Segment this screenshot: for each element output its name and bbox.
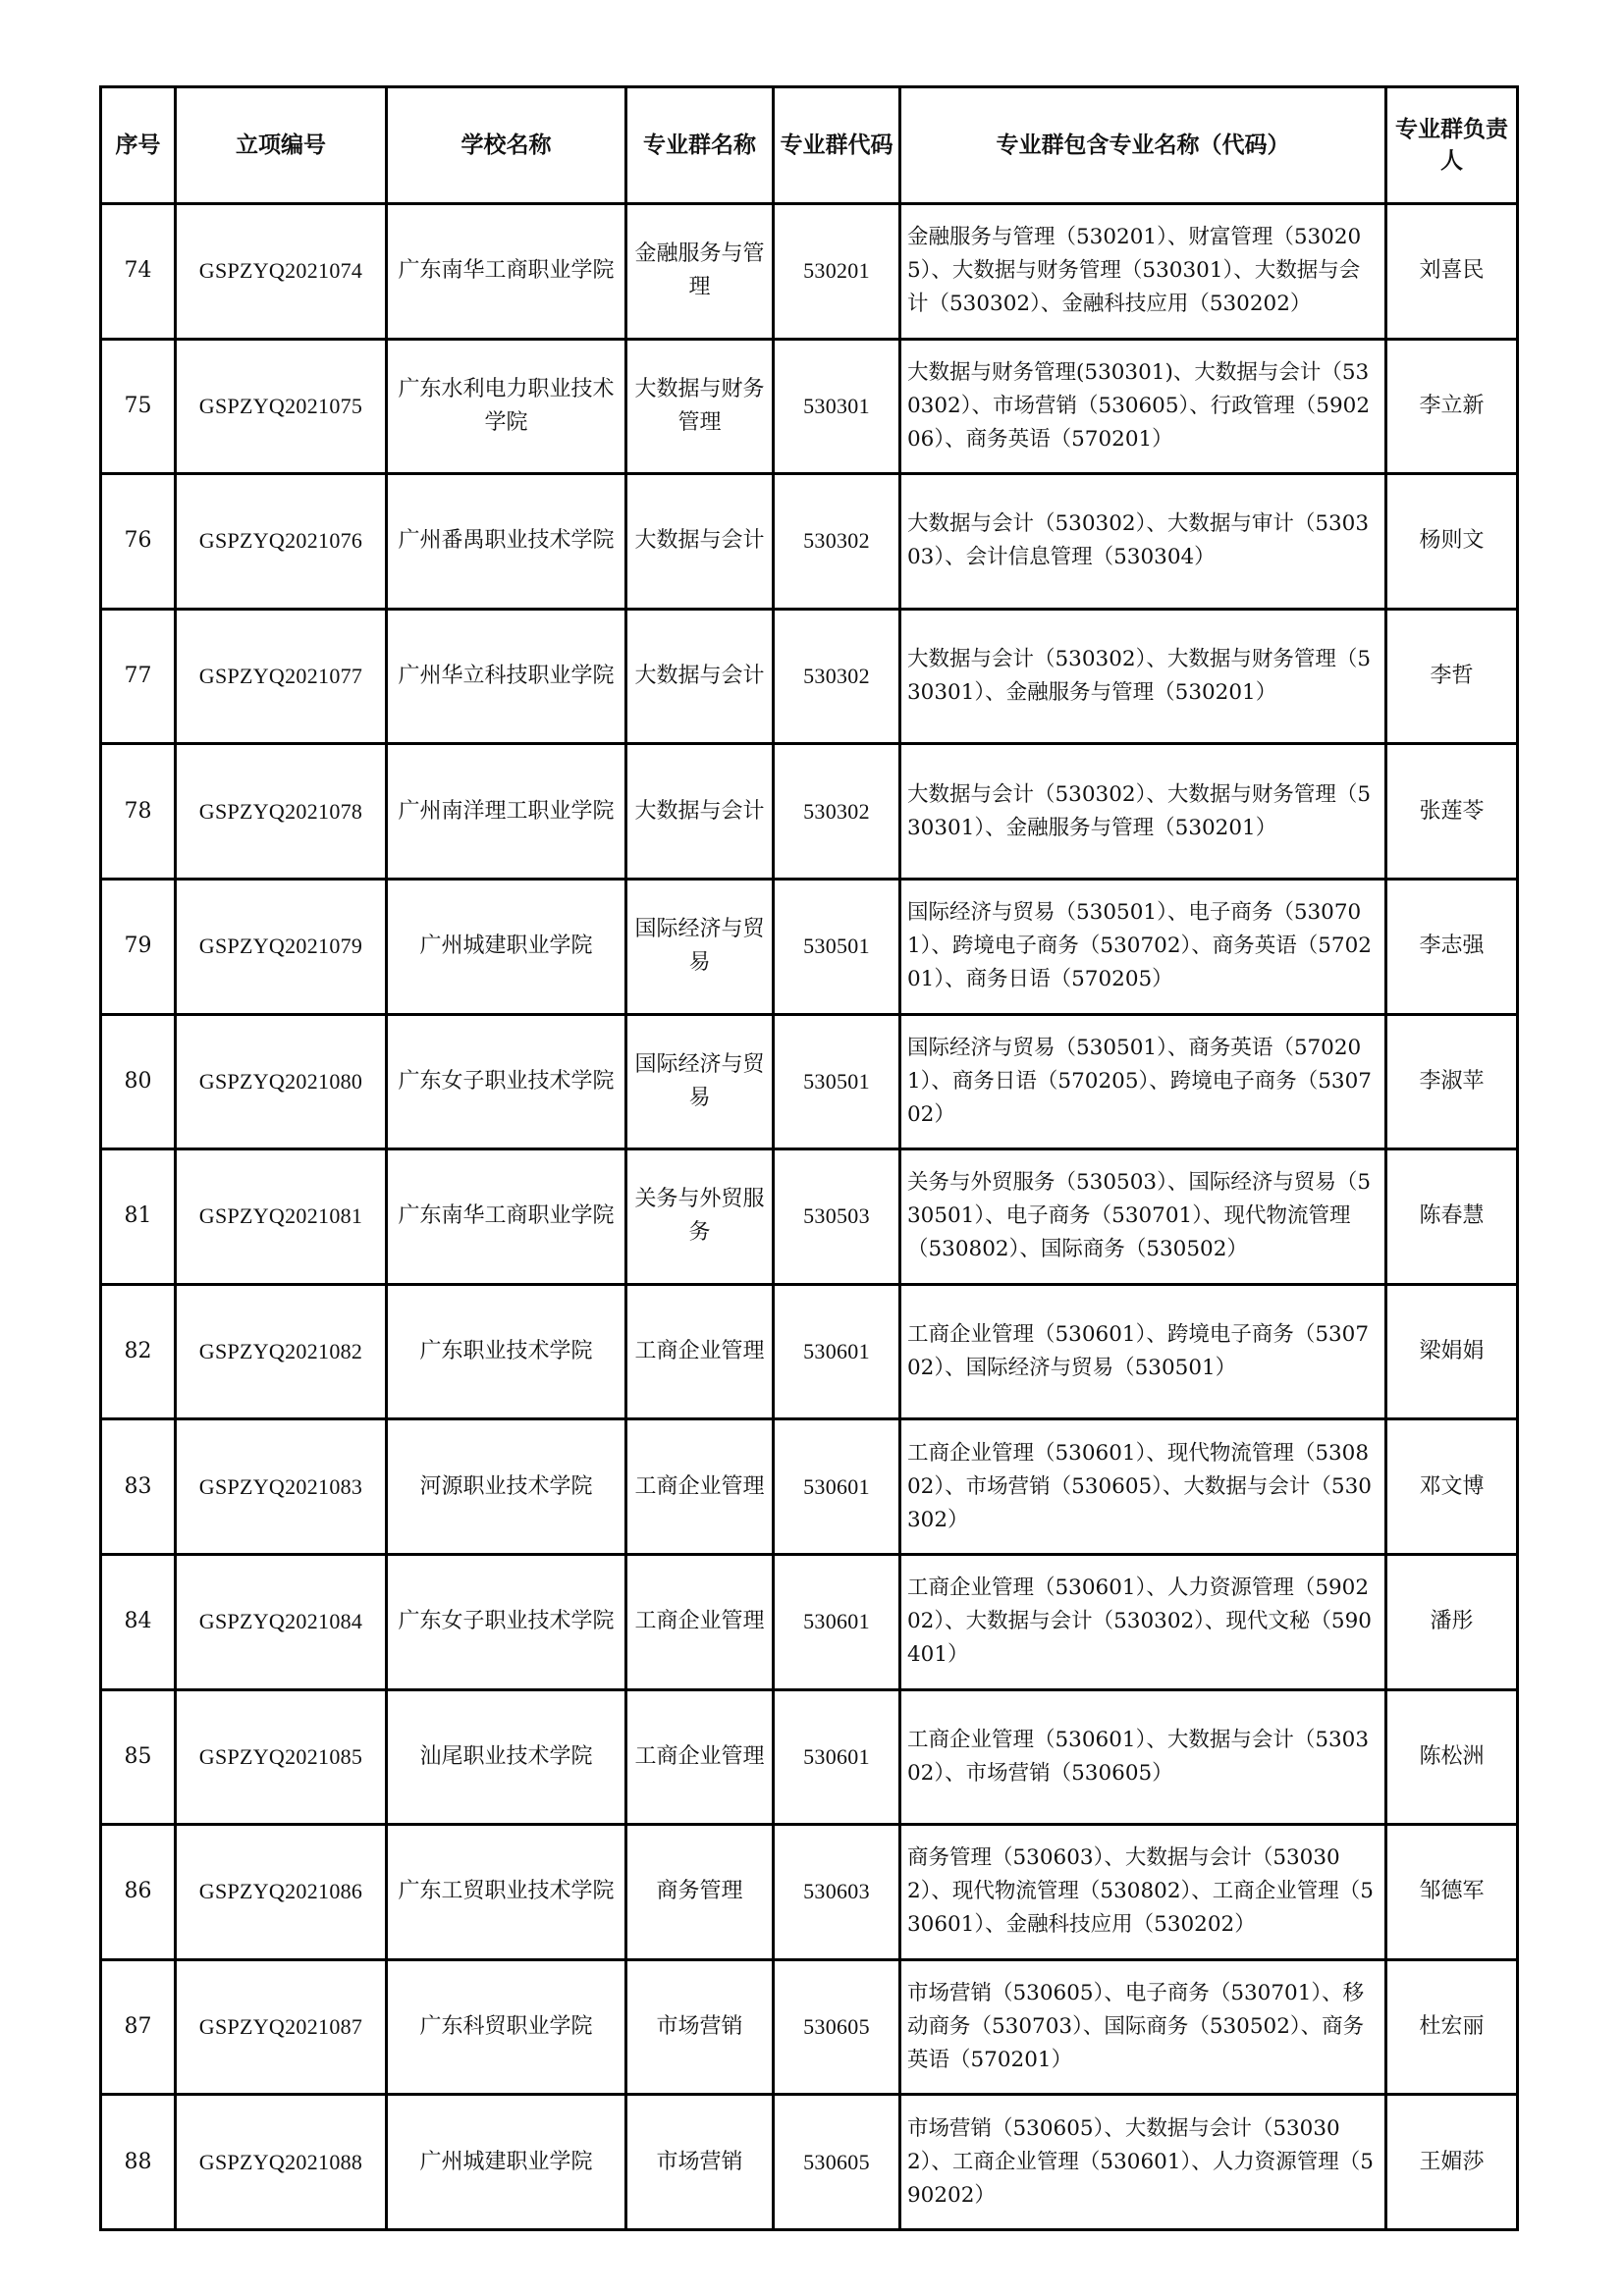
cell-group-code: 530605 [774,2095,900,2230]
cell-project-id: GSPZYQ2021085 [176,1689,387,1825]
cell-leader: 陈春慧 [1386,1149,1518,1285]
cell-leader: 杨则文 [1386,474,1518,610]
table-row [101,609,1518,744]
cell-group-code: 530201 [774,204,900,340]
cell-majors: 市场营销（530605）、电子商务（530701）、移动商务（530703）、国际商务（530502）、商务英语（570201） [900,1959,1386,2095]
table-row [101,1689,1518,1825]
cell-school: 广东工贸职业技术学院 [387,1825,626,1960]
cell-leader: 梁娟娟 [1386,1284,1518,1419]
cell-group-name: 大数据与财务管理 [626,339,774,474]
cell-school: 广东科贸职业学院 [387,1959,626,2095]
cell-group-code: 530301 [774,339,900,474]
cell-project-id: GSPZYQ2021082 [176,1284,387,1419]
cell-majors: 商务管理（530603）、大数据与会计（530302）、现代物流管理（530802）、工商企业管理（530601）、金融科技应用（530202） [900,1825,1386,1960]
cell-seq: 81 [101,1149,176,1285]
cell-majors: 国际经济与贸易（530501）、电子商务（530701）、跨境电子商务（530702）、商务英语（570201）、商务日语（570205） [900,879,1386,1014]
table-row [101,204,1518,340]
cell-project-id: GSPZYQ2021074 [176,204,387,340]
table-row [101,1825,1518,1960]
header-leader: 专业群负责人 [1386,87,1518,204]
cell-school: 广州南洋理工职业学院 [387,744,626,880]
cell-group-name: 工商企业管理 [626,1554,774,1689]
table-row [101,744,1518,880]
cell-project-id: GSPZYQ2021087 [176,1959,387,2095]
cell-project-id: GSPZYQ2021088 [176,2095,387,2230]
cell-group-code: 530302 [774,609,900,744]
cell-leader: 张莲苓 [1386,744,1518,880]
table-row [101,1554,1518,1689]
cell-seq: 76 [101,474,176,610]
cell-majors: 大数据与会计（530302）、大数据与财务管理（530301）、金融服务与管理（530201） [900,609,1386,744]
cell-project-id: GSPZYQ2021081 [176,1149,387,1285]
cell-seq: 79 [101,879,176,1014]
table-row [101,1284,1518,1419]
cell-project-id: GSPZYQ2021084 [176,1554,387,1689]
cell-seq: 82 [101,1284,176,1419]
cell-seq: 87 [101,1959,176,2095]
cell-leader: 邹德军 [1386,1825,1518,1960]
cell-group-name: 商务管理 [626,1825,774,1960]
cell-leader: 王媚莎 [1386,2095,1518,2230]
cell-school: 广东南华工商职业学院 [387,204,626,340]
cell-project-id: GSPZYQ2021078 [176,744,387,880]
cell-project-id: GSPZYQ2021080 [176,1014,387,1149]
table-row [101,339,1518,474]
cell-majors: 关务与外贸服务（530503）、国际经济与贸易（530501）、电子商务（530701）、现代物流管理（530802）、国际商务（530502） [900,1149,1386,1285]
cell-majors: 市场营销（530605）、大数据与会计（530302）、工商企业管理（530601）、人力资源管理（590202） [900,2095,1386,2230]
cell-group-code: 530601 [774,1419,900,1555]
cell-leader: 陈松洲 [1386,1689,1518,1825]
cell-leader: 李哲 [1386,609,1518,744]
cell-leader: 李立新 [1386,339,1518,474]
cell-school: 河源职业技术学院 [387,1419,626,1555]
header-seq: 序号 [101,87,176,204]
project-table [99,85,1519,2231]
cell-group-name: 工商企业管理 [626,1689,774,1825]
cell-group-name: 大数据与会计 [626,474,774,610]
cell-group-code: 530302 [774,474,900,610]
cell-leader: 李志强 [1386,879,1518,1014]
header-majors: 专业群包含专业名称（代码） [900,87,1386,204]
cell-majors: 金融服务与管理（530201）、财富管理（530205）、大数据与财务管理（530301）、大数据与会计（530302）、金融科技应用（530202） [900,204,1386,340]
table-row [101,1149,1518,1285]
cell-group-code: 530603 [774,1825,900,1960]
cell-group-name: 金融服务与管理 [626,204,774,340]
table-header-row [101,87,1518,204]
cell-leader: 刘喜民 [1386,204,1518,340]
header-group-name: 专业群名称 [626,87,774,204]
cell-seq: 85 [101,1689,176,1825]
table-row [101,2095,1518,2230]
cell-school: 广州城建职业学院 [387,2095,626,2230]
header-project-id: 立项编号 [176,87,387,204]
cell-group-code: 530601 [774,1689,900,1825]
cell-seq: 77 [101,609,176,744]
cell-majors: 工商企业管理（530601）、大数据与会计（530302）、市场营销（530605） [900,1689,1386,1825]
cell-leader: 邓文博 [1386,1419,1518,1555]
cell-project-id: GSPZYQ2021075 [176,339,387,474]
table-row [101,1014,1518,1149]
table-row [101,1959,1518,2095]
cell-majors: 国际经济与贸易（530501）、商务英语（570201）、商务日语（570205）、跨境电子商务（530702） [900,1014,1386,1149]
cell-majors: 工商企业管理（530601）、现代物流管理（530802）、市场营销（530605）、大数据与会计（530302） [900,1419,1386,1555]
cell-seq: 80 [101,1014,176,1149]
cell-school: 广东水利电力职业技术学院 [387,339,626,474]
cell-leader: 潘彤 [1386,1554,1518,1689]
cell-project-id: GSPZYQ2021086 [176,1825,387,1960]
cell-school: 广东职业技术学院 [387,1284,626,1419]
cell-school: 广东女子职业技术学院 [387,1014,626,1149]
cell-group-code: 530601 [774,1284,900,1419]
cell-group-name: 国际经济与贸易 [626,879,774,1014]
cell-group-name: 国际经济与贸易 [626,1014,774,1149]
cell-project-id: GSPZYQ2021077 [176,609,387,744]
cell-school: 广州华立科技职业学院 [387,609,626,744]
cell-seq: 75 [101,339,176,474]
cell-group-name: 大数据与会计 [626,744,774,880]
table-row [101,1419,1518,1555]
cell-seq: 88 [101,2095,176,2230]
cell-group-code: 530601 [774,1554,900,1689]
cell-group-name: 大数据与会计 [626,609,774,744]
cell-school: 广州城建职业学院 [387,879,626,1014]
cell-seq: 86 [101,1825,176,1960]
table-row [101,474,1518,610]
cell-majors: 大数据与会计（530302）、大数据与财务管理（530301）、金融服务与管理（530201） [900,744,1386,880]
cell-majors: 大数据与财务管理(530301)、大数据与会计（530302）、市场营销（530605）、行政管理（590206）、商务英语（570201） [900,339,1386,474]
header-group-code: 专业群代码 [774,87,900,204]
cell-group-code: 530501 [774,879,900,1014]
table-row [101,879,1518,1014]
header-school: 学校名称 [387,87,626,204]
cell-group-name: 市场营销 [626,1959,774,2095]
cell-majors: 工商企业管理（530601）、跨境电子商务（530702）、国际经济与贸易（530501） [900,1284,1386,1419]
cell-majors: 大数据与会计（530302）、大数据与审计（530303）、会计信息管理（530304） [900,474,1386,610]
cell-group-name: 工商企业管理 [626,1419,774,1555]
cell-project-id: GSPZYQ2021083 [176,1419,387,1555]
cell-seq: 78 [101,744,176,880]
cell-project-id: GSPZYQ2021076 [176,474,387,610]
cell-majors: 工商企业管理（530601）、人力资源管理（590202）、大数据与会计（530302）、现代文秘（590401） [900,1554,1386,1689]
cell-school: 广东南华工商职业学院 [387,1149,626,1285]
cell-school: 广州番禺职业技术学院 [387,474,626,610]
cell-group-code: 530605 [774,1959,900,2095]
cell-group-code: 530501 [774,1014,900,1149]
cell-school: 汕尾职业技术学院 [387,1689,626,1825]
cell-group-name: 工商企业管理 [626,1284,774,1419]
cell-project-id: GSPZYQ2021079 [176,879,387,1014]
cell-seq: 74 [101,204,176,340]
cell-group-name: 市场营销 [626,2095,774,2230]
cell-seq: 83 [101,1419,176,1555]
cell-leader: 李淑苹 [1386,1014,1518,1149]
cell-group-name: 关务与外贸服务 [626,1149,774,1285]
cell-seq: 84 [101,1554,176,1689]
cell-school: 广东女子职业技术学院 [387,1554,626,1689]
cell-leader: 杜宏丽 [1386,1959,1518,2095]
cell-group-code: 530503 [774,1149,900,1285]
cell-group-code: 530302 [774,744,900,880]
